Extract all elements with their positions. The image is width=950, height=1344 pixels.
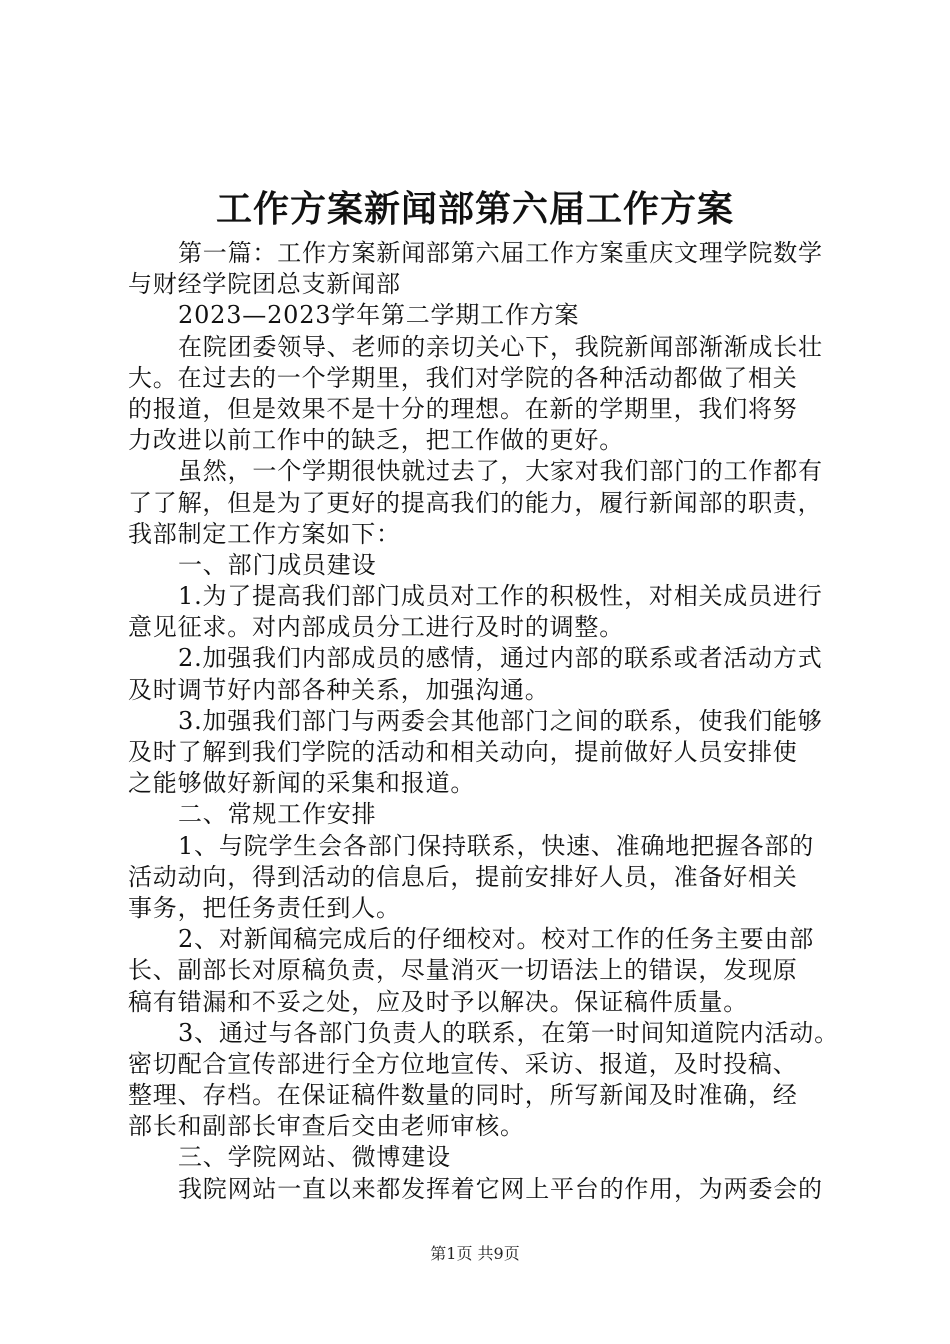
paragraph-line: 力改进以前工作中的缺乏，把工作做的更好。 (128, 426, 624, 455)
section-heading: 三、学院网站、微博建设 (178, 1143, 451, 1172)
paragraph-line: 3、通过与各部门负责人的联系，在第一时间知道院内活动。 (178, 1018, 839, 1047)
paragraph-line: 我部制定工作方案如下： (128, 519, 401, 548)
paragraph-line: 事务，把任务责任到人。 (128, 893, 401, 922)
paragraph-line: 大。在过去的一个学期里，我们对学院的各种活动都做了相关 (128, 363, 798, 392)
paragraph-line: 2、对新闻稿完成后的仔细校对。校对工作的任务主要由部 (178, 925, 815, 954)
paragraph-line: 了了解，但是为了更好的提高我们的能力，履行新闻部的职责， (128, 488, 823, 517)
paragraph-line: 1.为了提高我们部门成员对工作的积极性，对相关成员进行 (178, 582, 823, 611)
paragraph-line: 2023—2023学年第二学期工作方案 (178, 301, 580, 330)
paragraph-line: 长、副部长对原稿负责，尽量消灭一切语法上的错误，发现原 (128, 956, 798, 985)
paragraph-line: 部长和副部长审查后交由老师审核。 (128, 1112, 525, 1141)
section-heading: 二、常规工作安排 (178, 800, 377, 829)
paragraph-line: 及时调节好内部各种关系，加强沟通。 (128, 675, 550, 704)
paragraph-line: 第一篇：工作方案新闻部第六届工作方案重庆文理学院数学 (178, 239, 823, 267)
paragraph-line: 在院团委领导、老师的亲切关心下，我院新闻部渐渐成长壮 (178, 332, 823, 361)
paragraph-line: 活动动向，得到活动的信息后，提前安排好人员，准备好相关 (128, 862, 798, 891)
paragraph-line: 3.加强我们部门与两委会其他部门之间的联系，使我们能够 (178, 706, 823, 735)
paragraph-line: 及时了解到我们学院的活动和相关动向，提前做好人员安排使 (128, 738, 798, 766)
paragraph-line: 的报道，但是效果不是十分的理想。在新的学期里，我们将努 (128, 394, 798, 423)
section-heading: 一、部门成员建设 (178, 550, 377, 579)
paragraph-line: 1、与院学生会各部门保持联系，快速、准确地把握各部的 (178, 831, 815, 860)
paragraph-line: 与财经学院团总支新闻部 (128, 270, 401, 299)
page-footer: 第1页 共9页 (430, 1244, 520, 1263)
paragraph-line: 意见征求。对内部成员分工进行及时的调整。 (128, 613, 624, 642)
document-title: 工作方案新闻部第六届工作方案 (215, 188, 734, 230)
paragraph-line: 2.加强我们内部成员的感情，通过内部的联系或者活动方式 (178, 644, 823, 673)
paragraph-line: 稿有错漏和不妥之处，应及时予以解决。保证稿件质量。 (128, 987, 748, 1016)
document-body (128, 238, 848, 1205)
paragraph-line: 之能够做好新闻的采集和报道。 (128, 769, 476, 798)
paragraph-line: 密切配合宣传部进行全方位地宣传、采访、报道，及时投稿、 (128, 1049, 798, 1078)
paragraph-line: 我院网站一直以来都发挥着它网上平台的作用，为两委会的 (178, 1174, 823, 1203)
paragraph-line: 整理、存档。在保证稿件数量的同时，所写新闻及时准确，经 (128, 1081, 798, 1110)
paragraph-line: 虽然，一个学期很快就过去了，大家对我们部门的工作都有 (178, 457, 823, 486)
